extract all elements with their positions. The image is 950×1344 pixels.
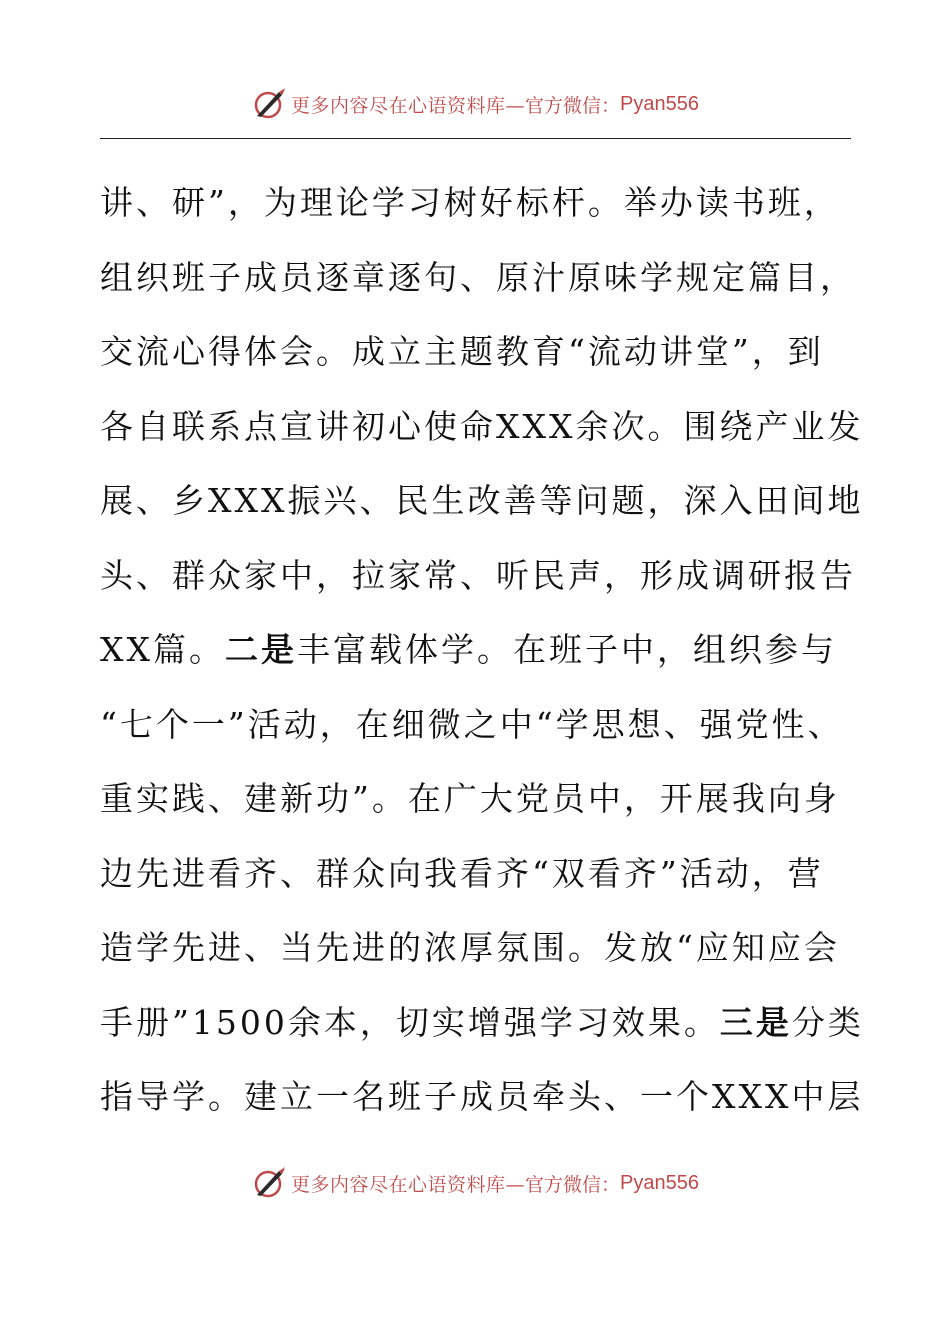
header-banner <box>0 84 950 124</box>
quill-logo-icon <box>251 86 287 122</box>
paragraph-text: 手册”1500余本，切实增强学习效果。 <box>100 1002 720 1042</box>
paragraph-text: 边先进看齐、群众向我看齐“双看齐”活动，营 <box>100 853 824 893</box>
header-divider <box>100 138 851 139</box>
footer-wechat-label: 官方微信： <box>525 1173 621 1196</box>
text-line <box>100 837 860 912</box>
paragraph-text: 头、群众家中，拉家常、听民声，形成调研报告 <box>100 555 856 595</box>
text-line <box>100 464 864 539</box>
footer-wechat-id: Pyan556 <box>620 1171 699 1194</box>
header-wechat-label: 官方微信： <box>525 94 621 117</box>
text-line <box>100 688 860 763</box>
paragraph-text: “七个一”活动，在细微之中“学思想、强党性、 <box>100 704 844 744</box>
bold-heading-text: 三是 <box>719 1002 792 1042</box>
text-line <box>100 613 860 688</box>
text-line <box>100 390 864 465</box>
header-wechat-id: Pyan556 <box>620 92 699 115</box>
document-body <box>100 166 864 1135</box>
bold-heading-text: 二是 <box>225 630 297 669</box>
paragraph-text: XX篇。 <box>100 630 225 669</box>
paragraph-text: 分类 <box>791 1002 864 1042</box>
text-line <box>100 911 860 986</box>
text-line <box>100 986 864 1061</box>
paragraph-text: 丰富载体学。在班子中，组织参与 <box>297 630 837 669</box>
text-line <box>100 1060 864 1135</box>
quill-logo-icon <box>251 1165 287 1201</box>
paragraph-text: 重实践、建新功”。在广大党员中，开展我向身 <box>100 779 840 818</box>
paragraph-text: 展、乡XXX振兴、民生改善等问题，深入田间地 <box>100 481 864 520</box>
text-line <box>100 539 860 614</box>
paragraph-text: 各自联系点宣讲初心使命XXX余次。围绕产业发 <box>100 406 864 446</box>
paragraph-text: 讲、研”，为理论学习树好标杆。举办读书班， <box>100 183 840 222</box>
text-line <box>100 315 860 390</box>
text-line <box>100 166 860 241</box>
footer-promo-text: 更多内容尽在心语资料库— <box>291 1173 526 1196</box>
header-promo-text: 更多内容尽在心语资料库— <box>291 94 526 117</box>
paragraph-text: 造学先进、当先进的浓厚氛围。发放“应知应会 <box>100 928 840 967</box>
text-line <box>100 241 860 316</box>
text-line <box>100 762 860 837</box>
paragraph-text: 指导学。建立一名班子成员牵头、一个XXX中层 <box>100 1077 864 1116</box>
footer-banner <box>0 1163 950 1203</box>
paragraph-text: 组织班子成员逐章逐句、原汁原味学规定篇目， <box>100 257 856 297</box>
paragraph-text: 交流心得体会。成立主题教育“流动讲堂”，到 <box>100 332 824 371</box>
